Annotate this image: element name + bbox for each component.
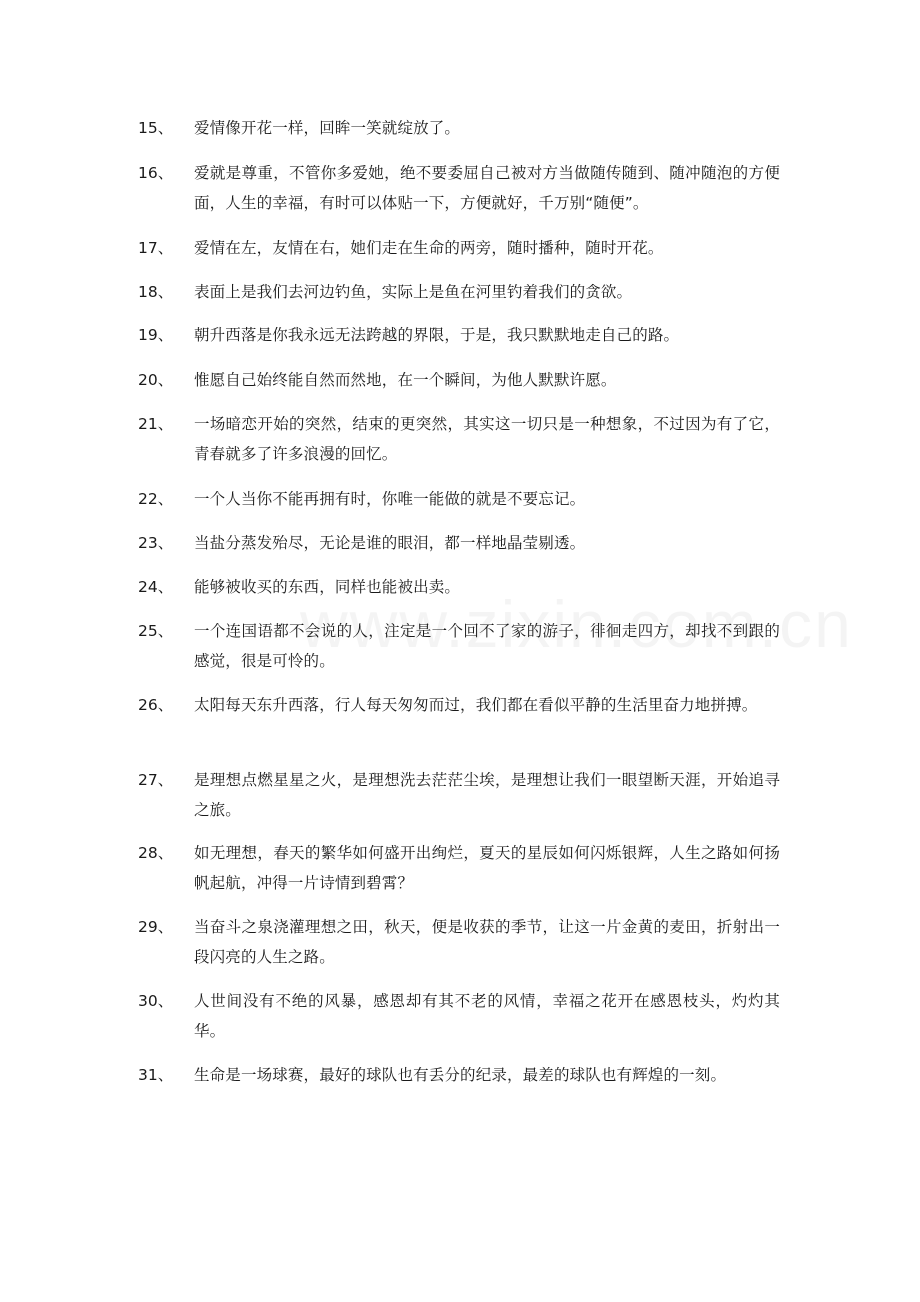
item-text: 惟愿自己始终能自然而然地，在一个瞬间，为他人默默许愿。 xyxy=(194,371,617,389)
item-text: 一场暗恋开始的突然，结束的更突然，其实这一切只是一种想象，不过因为有了它，青春就多了许多浪漫的回忆。 xyxy=(194,415,780,463)
item-number: 26、 xyxy=(138,696,174,714)
item-number: 23、 xyxy=(138,534,174,552)
item-number: 21、 xyxy=(138,415,174,433)
item-number: 17、 xyxy=(138,239,174,257)
item-number: 19、 xyxy=(138,326,174,344)
item-text: 生命是一场球赛，最好的球队也有丢分的纪录，最差的球队也有辉煌的一刻。 xyxy=(194,1066,727,1084)
item-number: 31、 xyxy=(138,1066,174,1084)
item-text: 爱情像开花一样，回眸一笑就绽放了。 xyxy=(194,119,461,137)
item-number: 22、 xyxy=(138,490,174,508)
item-text: 人世间没有不绝的风暴，感恩却有其不老的风情，幸福之花开在感恩枝头，灼灼其华。 xyxy=(194,992,780,1040)
item-text: 表面上是我们去河边钓鱼，实际上是鱼在河里钓着我们的贪欲。 xyxy=(194,283,633,301)
item-text: 爱就是尊重，不管你多爱她，绝不要委屈自己被对方当做随传随到、随冲随泡的方便面，人生的幸福，有时可以体贴一下，方便就好，千万别“随便”。 xyxy=(194,164,780,212)
item-number: 29、 xyxy=(138,918,174,936)
item-number: 30、 xyxy=(138,992,174,1010)
item-text: 一个连国语都不会说的人，注定是一个回不了家的游子，徘徊走四方，却找不到跟的感觉，很是可怜的。 xyxy=(194,622,780,670)
item-text: 当盐分蒸发殆尽，无论是谁的眼泪，都一样地晶莹剔透。 xyxy=(194,534,586,552)
item-text: 如无理想，春天的繁华如何盛开出绚烂，夏天的星辰如何闪烁银辉，人生之路如何扬帆起航，冲得一片诗情到碧霄？ xyxy=(194,844,780,892)
item-text: 能够被收买的东西，同样也能被出卖。 xyxy=(194,578,461,596)
item-number: 28、 xyxy=(138,844,174,862)
item-text: 爱情在左，友情在右，她们走在生命的两旁，随时播种，随时开花。 xyxy=(194,239,664,257)
item-text: 一个人当你不能再拥有时，你唯一能做的就是不要忘记。 xyxy=(194,490,586,508)
item-number: 27、 xyxy=(138,771,174,789)
item-number: 20、 xyxy=(138,371,174,389)
item-number: 25、 xyxy=(138,622,174,640)
item-text: 朝升西落是你我永远无法跨越的界限，于是，我只默默地走自己的路。 xyxy=(194,326,680,344)
item-number: 16、 xyxy=(138,164,174,182)
item-text: 当奋斗之泉浇灌理想之田，秋天，便是收获的季节，让这一片金黄的麦田，折射出一段闪亮的人生之路。 xyxy=(194,918,780,966)
item-number: 15、 xyxy=(138,119,174,137)
item-text: 太阳每天东升西落，行人每天匆匆而过，我们都在看似平静的生活里奋力地拼搏。 xyxy=(194,696,758,714)
item-number: 18、 xyxy=(138,283,174,301)
item-number: 24、 xyxy=(138,578,174,596)
item-text: 是理想点燃星星之火，是理想洗去茫茫尘埃，是理想让我们一眼望断天涯，开始追寻之旅。 xyxy=(194,771,780,819)
